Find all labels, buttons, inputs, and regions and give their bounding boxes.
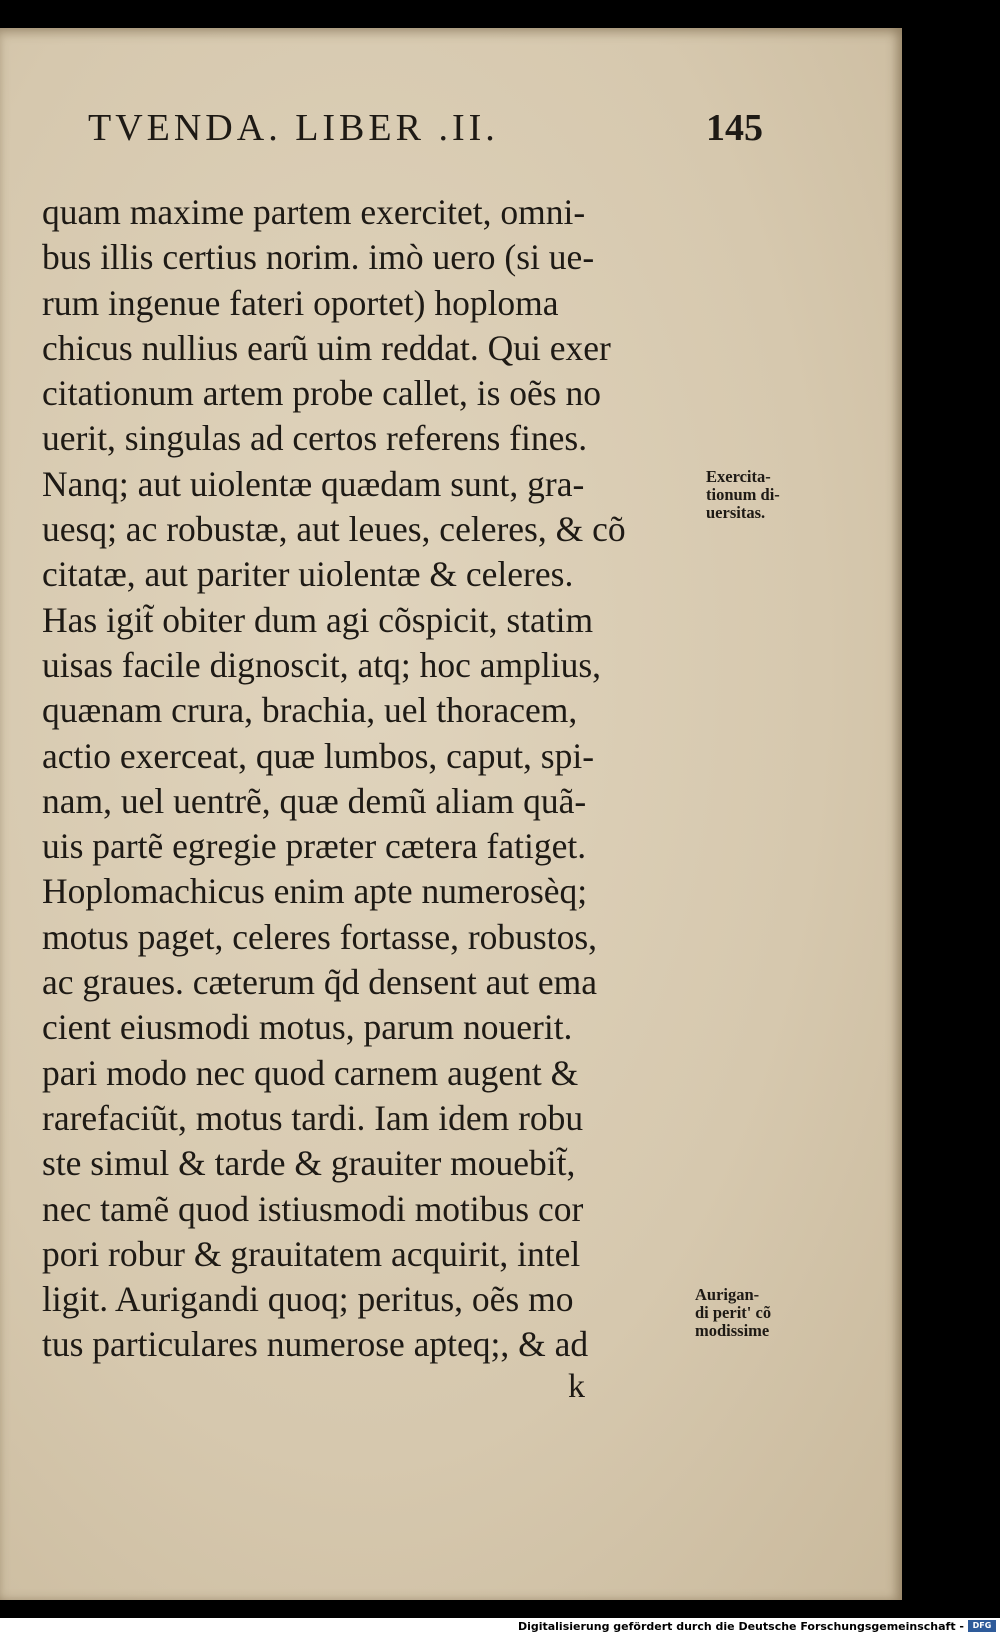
text-line: uerit, singulas ad certos referens fines. <box>42 418 588 459</box>
marginal-note-line: tionum di- <box>706 485 780 504</box>
text-line: uis partẽ egregie præter cætera fatiget. <box>42 826 587 867</box>
digitization-footer <box>0 1618 1000 1635</box>
text-line: uesq; ac robustæ, aut leues, celeres, & cõ <box>42 509 626 550</box>
text-line: ac graues. cæterum q̃d densent aut ema <box>42 962 597 1003</box>
text-line: actio exerceat, quæ lumbos, caput, spi- <box>42 735 595 776</box>
dfg-logo: DFG <box>968 1620 996 1632</box>
body-text <box>42 190 692 1368</box>
text-line: uisas facile dignoscit, atq; hoc amplius, <box>42 644 602 685</box>
text-line: ligit. Aurigandi quoq; peritus, oẽs mo <box>42 1279 574 1320</box>
footer-credit: Digitalisierung gefördert durch die Deutsche Forschungsgemeinschaft - <box>517 1620 964 1633</box>
text-line: bus illis certius norim. imò uero (si ue- <box>42 237 595 278</box>
text-line: citationum artem probe callet, is oẽs no <box>42 373 601 414</box>
text-line: Nanq; aut uiolentæ quædam sunt, gra- <box>42 463 585 504</box>
book-page <box>0 28 902 1600</box>
text-line: ste simul & tarde & grauiter mouebit̃, <box>42 1143 576 1184</box>
page-number: 145 <box>706 107 763 149</box>
text-line: motus paget, celeres fortasse, robustos, <box>42 916 598 957</box>
text-line: rum ingenue fateri oportet) hoploma <box>42 282 559 323</box>
text-line: quænam crura, brachia, uel thoracem, <box>42 690 578 731</box>
marginal-note-line: uersitas. <box>706 503 766 522</box>
signature-mark: k <box>568 1368 585 1405</box>
text-line: chicus nullius earũ uim reddat. Qui exer <box>42 327 611 368</box>
marginal-note-line: Exercita- <box>706 467 771 486</box>
marginal-note-line: Aurigan- <box>695 1285 760 1304</box>
marginal-note-line: di perit' cõ <box>695 1303 772 1322</box>
text-line: Hoplomachicus enim apte numerosèq; <box>42 871 588 912</box>
text-line: tus particulares numerose apteq;, & ad <box>42 1324 589 1365</box>
text-line: cient eiusmodi motus, parum nouerit. <box>42 1007 573 1048</box>
text-line: quam maxime partem exercitet, omni- <box>42 192 586 232</box>
marginal-note-exercitationum <box>706 468 846 522</box>
page-header <box>88 106 763 156</box>
marginal-note-aurigandi <box>695 1286 835 1340</box>
text-line: pori robur & grauitatem acquirit, intel <box>42 1233 581 1274</box>
marginal-note-line: modissime <box>695 1321 770 1340</box>
text-line: Has igit̃ obiter dum agi cõspicit, statim <box>42 599 594 640</box>
text-line: rarefaciũt, motus tardi. Iam idem robu <box>42 1097 584 1138</box>
running-title: TVENDA. LIBER .II. <box>88 107 499 149</box>
text-line: nam, uel uentrẽ, quæ demũ aliam quã- <box>42 780 587 821</box>
text-line: citatæ, aut pariter uiolentæ & celeres. <box>42 554 574 595</box>
text-line: nec tamẽ quod istiusmodi motibus cor <box>42 1188 584 1229</box>
text-line: pari modo nec quod carnem augent & <box>42 1052 579 1093</box>
